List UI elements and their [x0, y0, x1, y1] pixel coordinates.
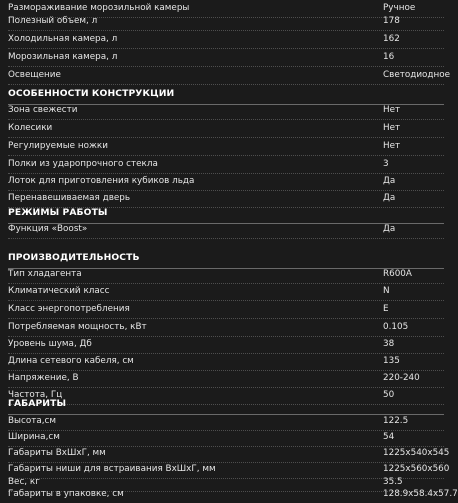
spec-row: [8, 120, 444, 138]
spec-row: [8, 266, 444, 284]
spec-label: Класс энергопотребления: [8, 304, 130, 314]
spec-label: Климатический класс: [8, 286, 110, 296]
spec-label: Регулируемые ножки: [8, 141, 108, 151]
section-title-dimensions: ГАБАРИТЫ: [8, 394, 444, 414]
spec-row: [8, 370, 444, 388]
spec-value: 220-240: [383, 373, 420, 383]
spec-label: Освещение: [8, 70, 61, 80]
spec-row: [8, 173, 444, 191]
spec-row: [8, 49, 444, 67]
spec-value: E: [383, 304, 389, 314]
spec-row: [8, 13, 444, 31]
spec-label: Полки из ударопрочного стекла: [8, 159, 158, 169]
spec-row: [8, 336, 444, 354]
spec-label: Уровень шума, Дб: [8, 339, 92, 349]
spec-label: Холодильная камера, л: [8, 34, 118, 44]
spec-label: Лоток для приготовления кубиков льда: [8, 176, 195, 186]
spec-value: 50: [383, 390, 395, 400]
spec-label: Зона свежести: [8, 105, 78, 115]
spec-label: Напряжение, В: [8, 373, 79, 383]
spec-value: Да: [383, 224, 396, 234]
spec-value: 162: [383, 34, 400, 44]
spec-value: 1225х560х560: [383, 464, 450, 474]
spec-value: 3: [383, 159, 389, 169]
spec-label: Размораживание морозильной камеры: [8, 3, 190, 13]
spec-label: Частота, Гц: [8, 390, 63, 400]
spec-value: 135: [383, 356, 400, 366]
spec-value: Нет: [383, 123, 401, 133]
spec-value: 35.5: [383, 477, 403, 487]
spec-row: [8, 67, 451, 85]
spec-row: [8, 138, 444, 156]
spec-row: [8, 353, 444, 371]
spec-label: Длина сетевого кабеля, см: [8, 356, 134, 366]
spec-label: Морозильная камера, л: [8, 52, 118, 62]
spec-row: [8, 156, 444, 174]
spec-row: [8, 102, 444, 120]
spec-label: Габариты ниши для встраивания ВхШхГ, мм: [8, 464, 216, 474]
spec-label: Ширина,см: [8, 432, 60, 442]
spec-value: 1225х540х545: [383, 448, 450, 458]
spec-label: Высота,см: [8, 416, 56, 426]
spec-value: 122.5: [383, 416, 409, 426]
section-title-modes: РЕЖИМЫ РАБОТЫ: [8, 203, 444, 223]
spec-value: 178: [383, 16, 400, 26]
spec-value: 16: [383, 52, 395, 62]
spec-value: 0.105: [383, 322, 409, 332]
spec-row: [8, 283, 444, 301]
spec-label: Потребляемая мощность, кВт: [8, 322, 147, 332]
section-title-performance: ПРОИЗВОДИТЕЛЬНОСТЬ: [8, 248, 444, 268]
spec-value: Нет: [383, 105, 401, 115]
spec-value: Да: [383, 176, 396, 186]
spec-row: [8, 31, 444, 49]
spec-row: [8, 301, 444, 319]
spec-value: R600A: [383, 269, 412, 279]
spec-label: Перенавешиваемая дверь: [8, 193, 131, 203]
spec-label: Габариты ВхШхГ, мм: [8, 448, 106, 458]
spec-value: Нет: [383, 141, 401, 151]
spec-value: N: [383, 286, 390, 296]
spec-value: 128.9х58.4х57.7: [383, 489, 458, 499]
spec-row: [8, 486, 458, 500]
spec-label: Функция «Boost»: [8, 224, 88, 234]
section-title-construction: ОСОБЕННОСТИ КОНСТРУКЦИИ: [8, 84, 444, 104]
spec-label: Тип хладагента: [8, 269, 82, 279]
spec-label: Полезный объем, л: [8, 16, 98, 26]
spec-label: Колесики: [8, 123, 53, 133]
spec-value: Светодиодное: [383, 70, 451, 80]
spec-value: 54: [383, 432, 395, 442]
spec-label: Габариты в упаковке, см: [8, 489, 124, 499]
spec-value: Ручное: [383, 3, 416, 13]
spec-value: 38: [383, 339, 395, 349]
spec-row: [8, 221, 444, 239]
spec-row: [8, 319, 444, 337]
spec-label: Вес, кг: [8, 477, 40, 487]
spec-value: Да: [383, 193, 396, 203]
